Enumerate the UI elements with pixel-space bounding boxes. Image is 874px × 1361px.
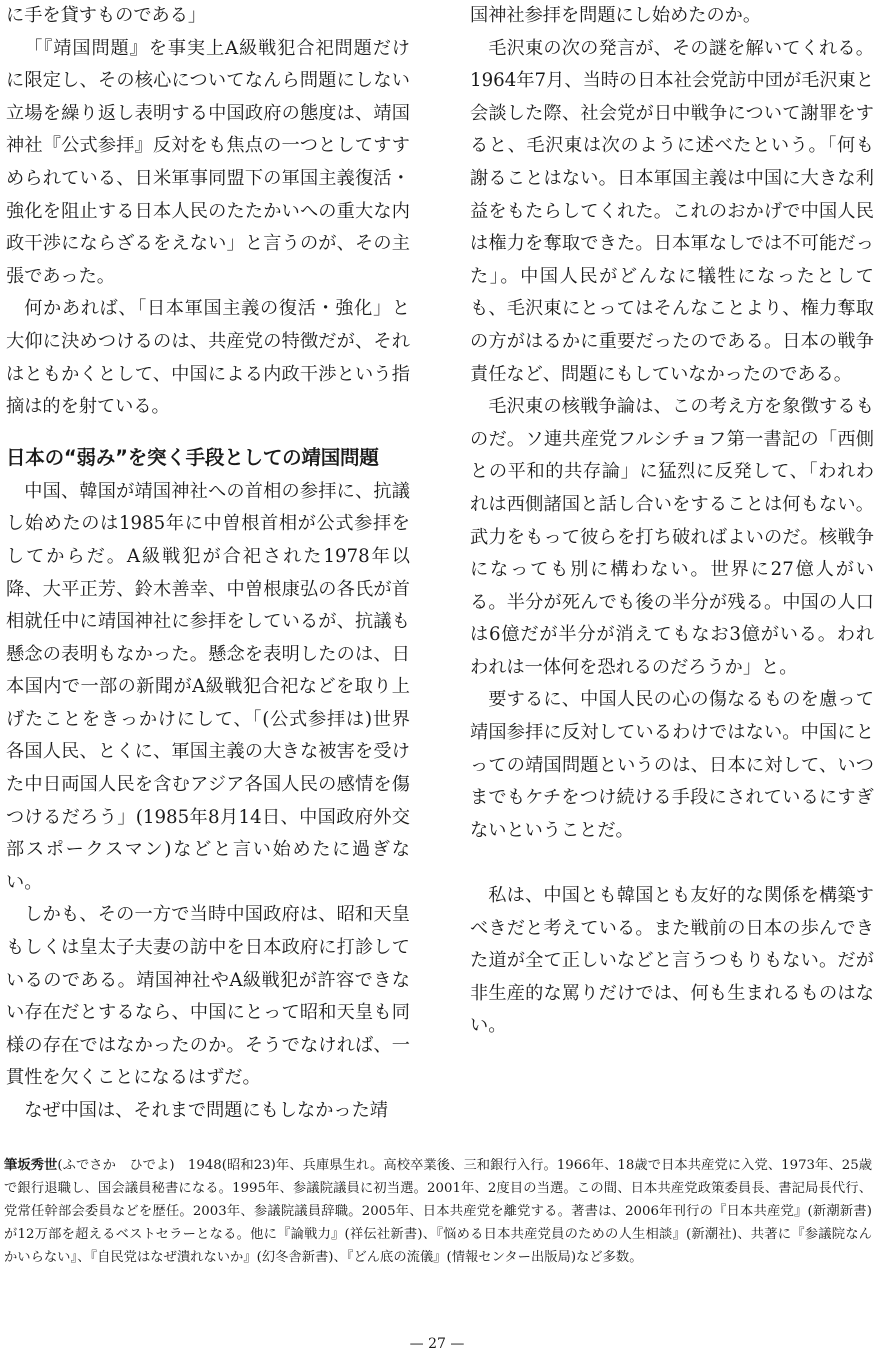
paragraph: なぜ中国は、それまで問題にもしなかった靖 [24,1100,388,1121]
paragraph: 何かあれば、「日本軍国主義の復活・強化」と大仰に決めつけるのは、共産党の特徴だが、それはともかくとして、中国による内政干渉という指摘は的を射ている。 [6,298,410,418]
author-name: 筆坂秀世 [4,1158,58,1173]
left-paragraphs-after [6,476,410,1128]
paragraph-gap [470,847,874,880]
page-number: — 27 — [409,1336,465,1352]
paragraph: 国神社参拝を問題にし始めたのか。 [470,5,762,26]
paragraph: 毛沢東の核戦争論は、この考え方を象徴するものだ。ソ連共産党フルシチョフ第一書記の「西側との平和的共存論」に猛烈に反発して、「われわれは西側諸国と話し合いをすることは何もない。武力をもって彼らを打ち破ればよいのだ。核戦争になっても別に構わない。世界に27億人がいる。半分が死んでも後の半分が残る。中国の人口は6億だが半分が消えてもなお3億がいる。われわれは一体何を恐れるのだろうか」と。 [470,396,874,678]
right-column [470,0,874,1043]
author-bio-text: (ふでさか ひでよ) 1948(昭和23)年、兵庫県生れ。高校卒業後、三和銀行入行。1966年、18歳で日本共産党に入党、1973年、25歳で銀行退職し、国会議員秘書になる。1995年、参議院議員に初当選。2001年、2度目の当選。この間、日本共産党政策委員長、書記局長代行、党常任幹部会委員などを歴任。2003年、参議院議員辞職。2005年、日本共産党を離党する。著書は、2006年刊行の『日本共産党』(新潮新書)が12万部を超えるベストセラーとなる。他に『論戦力』(祥伝社新書)、『悩める日本共産党員のための人生相談』(新潮社)、共著に『参議院なんかいらない』、『自民党はなぜ潰れないか』(幻冬舎新書)、『どん底の流儀』(情報センター出版局)など多数。 [4,1158,872,1265]
paragraph: 毛沢東の次の発言が、その謎を解いてくれる。1964年7月、当時の日本社会党訪中団が毛沢東と会談した際、社会党が日中戦争について謝罪をすると、毛沢東は次のように述べたという。「何も謝ることはない。日本軍国主義は中国に大きな利益をもたらしてくれた。これのおかげで中国人民は権力を奪取できた。日本軍なしでは不可能だった」。中国人民がどんなに犠牲になったとしても、毛沢東にとってはそんなことより、権力奪取の方がはるかに重要だったのである。日本の戦争責任など、問題にもしていなかったのである。 [470,37,874,385]
author-bio [4,1154,872,1269]
section-heading: 日本の“弱み”を突く手段としての靖国問題 [6,445,379,469]
paragraph: 「『靖国問題』を事実上A級戦犯合祀問題だけに限定し、その核心についてなんら問題にしない立場を繰り返し表明する中国政府の態度は、靖国神社『公式参拝』反対をも焦点の一つとしてすすめられている、日米軍事同盟下の軍国主義復活・強化を阻止する日本人民のたたかいへの重大な内政干渉にならざるをえない」と言うのが、その主張であった。 [6,37,410,287]
left-paragraphs-before [6,0,410,424]
paragraph: 中国、韓国が靖国神社への首相の参拝に、抗議し始めたのは1985年に中曽根首相が公式参拝をしてからだ。A級戦犯が合祀された1978年以降、大平正芳、鈴木善幸、中曽根康弘の各氏が首相就任中に靖国神社に参拝をしているが、抗議も懸念の表明もなかった。懸念を表明したのは、日本国内で一部の新聞がA級戦犯合祀などを取り上げたことをきっかけにして、「(公式参拝は)世界各国人民、とくに、軍国主義の大きな被害を受けた中日両国人民を含むアジア各国人民の感情を傷つけるだろう」(1985年8月14日、中国政府外交部スポークスマン)などと言い始めたに過ぎない。 [6,480,410,893]
closing-paragraph: 私は、中国とも韓国とも友好的な関係を構築すべきだと考えている。また戦前の日本の歩んできた道が全て正しいなどと言うつもりもない。だが非生産的な罵りだけでは、何も生まれるものはない。 [470,885,874,1037]
paragraph: に手を貸すものである」 [6,5,207,26]
paragraph: 要するに、中国人民の心の傷なるものを慮って靖国参拝に反対しているわけではない。中国にとっての靖国問題というのは、日本に対して、いつまでもケチをつけ続ける手段にされているにすぎないということだ。 [470,689,874,841]
paragraph: しかも、その一方で当時中国政府は、昭和天皇もしくは皇太子夫妻の訪中を日本政府に打診しているのである。靖国神社やA級戦犯が許容できない存在だとするなら、中国にとって昭和天皇も同様の存在ではなかったのか。そうでなければ、一貫性を欠くことになるはずだ。 [6,904,410,1089]
left-column [6,0,410,1128]
